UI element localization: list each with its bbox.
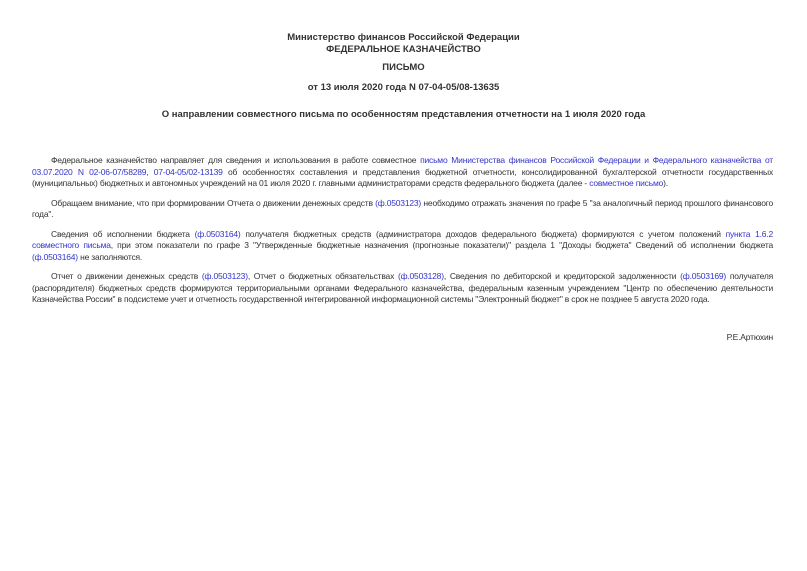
- document-link[interactable]: (ф.0503123): [375, 197, 422, 208]
- document-link[interactable]: (ф.0503169): [680, 271, 727, 281]
- document-link[interactable]: (ф.0503123): [201, 271, 248, 281]
- document-link[interactable]: пункта 1.6.2 совместного письма: [32, 228, 773, 250]
- text-segment: получателя (распорядителя) бюджетных средств формируются территориальными органами Федерального казначейства, федеральным казенным учреждением "Центр по обеспечению деятельности Казначейства России" в подсистеме учет и отчетность государственной интегрированной информационной системы "Электронный бюджет" в срок не позднее 5 августа 2020 года.: [32, 271, 773, 304]
- signature-name: Р.Е.Артюхин: [726, 331, 773, 342]
- text-segment: об особенностях составления и представления бюджетной отчетности, консолидированной бухгалтерской отчетности государственных (муниципальных) бюджетных и автономных учреждений на 01 июля 2020 г. главными администраторами средств федерального бюджета (далее -: [32, 166, 773, 188]
- document-link[interactable]: (ф.0503164): [32, 251, 78, 262]
- document-type: ПИСЬМО: [382, 62, 425, 73]
- text-segment: ).: [663, 178, 668, 188]
- document-date-number: от 13 июля 2020 года N 07-04-05/08-13635: [307, 82, 500, 93]
- document-body: [32, 155, 773, 306]
- document-link[interactable]: письмо Министерства финансов Российской Федерации и Федерального казначейства от 03.07.2020 N 02-06-07/58289, 07-04-05/02-13139: [32, 155, 773, 177]
- text-segment: Сведения об исполнении бюджета: [51, 228, 195, 239]
- text-segment: получателя бюджетных средств (администратора доходов федерального бюджета) формируются с учетом положений: [240, 228, 726, 239]
- document-link[interactable]: совместное письмо: [589, 178, 664, 188]
- text-segment: , Сведения по дебиторской и кредиторской задолженности: [443, 271, 681, 281]
- ministry-name: Министерство финансов Российской Федерации: [287, 32, 520, 43]
- agency-name: ФЕДЕРАЛЬНОЕ КАЗНАЧЕЙСТВО: [326, 44, 481, 55]
- paragraph: [32, 229, 773, 264]
- text-segment: не заполняются.: [77, 251, 143, 262]
- text-segment: Отчет о движении денежных средств: [51, 271, 202, 281]
- document-header: [0, 0, 807, 121]
- paragraph: [32, 155, 773, 190]
- text-segment: Обращаем внимание, что при формировании Отчета о движении денежных средств: [51, 197, 376, 208]
- paragraph: [32, 198, 773, 221]
- document-subject: О направлении совместного письма по особенностям представления отчетности на 1 июля 2020 года: [161, 109, 646, 120]
- text-segment: , при этом показатели по графе 3 "Утвержденные бюджетные назначения (прогнозные показатели)" раздела 1 "Доходы бюджета" Сведений об исполнении бюджета: [110, 240, 773, 250]
- text-segment: необходимо отражать значения по графе 5 "за аналогичный период прошлого финансового года".: [32, 197, 773, 219]
- paragraph: [32, 271, 773, 306]
- text-segment: Федеральное казначейство направляет для сведения и использования в работе совместное: [51, 155, 421, 165]
- document-link[interactable]: (ф.0503164): [194, 228, 241, 239]
- text-segment: , Отчет о бюджетных обязательствах: [247, 271, 398, 281]
- document-link[interactable]: (ф.0503128): [397, 271, 444, 281]
